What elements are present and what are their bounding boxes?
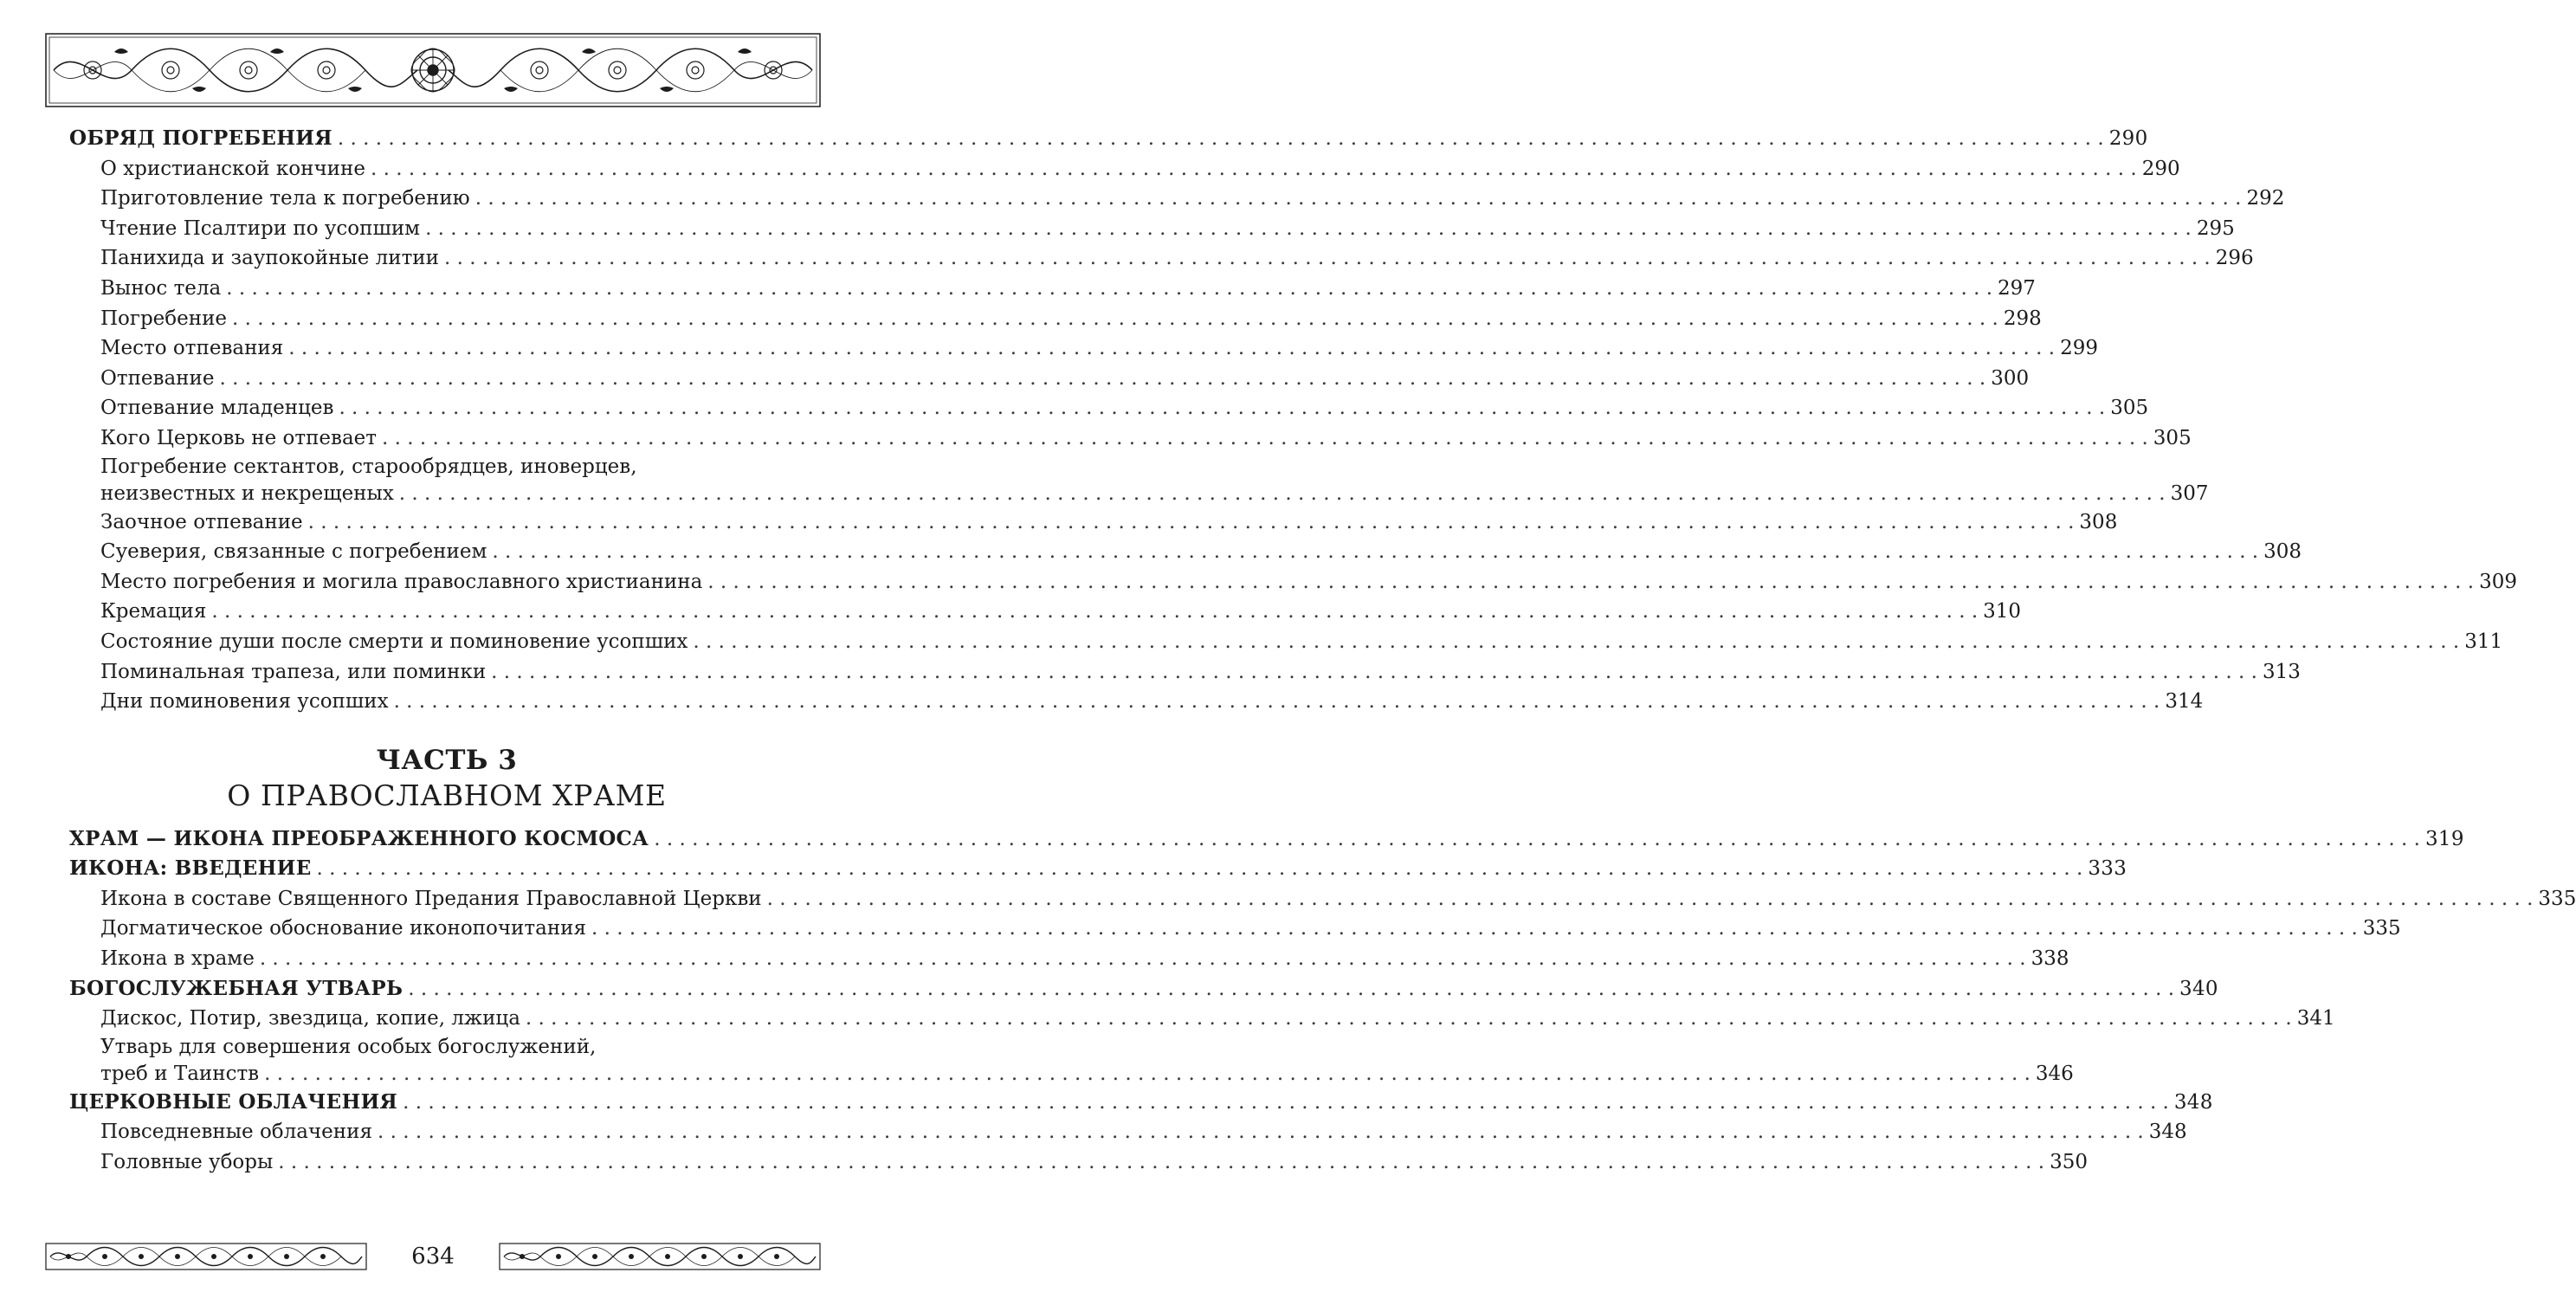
toc-item[interactable] (69, 423, 2192, 454)
toc-label: ЦЕРКОВНЫЕ ОБЛАЧЕНИЯ (69, 1089, 398, 1114)
toc-page: 296 (2215, 247, 2254, 270)
toc-item[interactable] (69, 184, 2285, 214)
toc-item-continuation (100, 1060, 2074, 1088)
toc-item[interactable] (69, 657, 2301, 688)
toc-label: Догматическое обоснование иконопочитания (100, 917, 586, 940)
page-footer (45, 1234, 821, 1279)
toc-label: ОБРЯД ПОГРЕБЕНИЯ (69, 126, 332, 150)
dot-leader (338, 124, 2104, 154)
toc-label: Отпевание младенцев (100, 397, 334, 420)
dot-leader (378, 1117, 2144, 1147)
dot-leader (475, 184, 2242, 214)
dot-leader (278, 1147, 2044, 1178)
dot-leader (308, 507, 2075, 538)
toc-page: 346 (2035, 1062, 2074, 1085)
toc-page: 338 (2030, 947, 2069, 971)
toc-label: О христианской кончине (100, 157, 365, 180)
dot-leader (403, 1088, 2169, 1118)
toc-page: 313 (2262, 660, 2301, 683)
toc-page: 299 (2060, 337, 2098, 360)
toc-page: 333 (2088, 857, 2127, 881)
toc-label: Кого Церковь не отпевает (100, 426, 378, 449)
dot-leader (591, 914, 2358, 944)
dot-leader (232, 304, 1998, 334)
toc-label: Дискос, Потир, звездица, копие, лжица (100, 1007, 520, 1030)
toc-chapter-icon[interactable] (69, 854, 2127, 884)
toc-page: 308 (2263, 540, 2302, 564)
dot-leader (317, 854, 2083, 884)
toc-label: БОГОСЛУЖЕБНАЯ УТВАРЬ (69, 976, 404, 1000)
toc-label: Место отпевания (100, 337, 284, 360)
toc-label: ХРАМ — ИКОНА ПРЕОБРАЖЕННОГО КОСМОСА (69, 826, 649, 850)
toc-item[interactable] (69, 687, 2204, 717)
toc-page: 341 (2296, 1007, 2335, 1030)
toc-item[interactable] (69, 1147, 2088, 1178)
dot-leader (211, 597, 1978, 627)
toc-page: 335 (2362, 917, 2401, 940)
dot-leader (693, 627, 2459, 657)
toc-page: 290 (2141, 157, 2180, 180)
toc-item-multiline[interactable] (69, 1034, 2074, 1088)
dot-leader (444, 243, 2211, 274)
toc-label: Отпевание (100, 366, 215, 390)
toc-item[interactable] (69, 333, 2098, 364)
toc-page: 309 (2479, 570, 2517, 593)
toc-page: 348 (2148, 1121, 2187, 1144)
toc-page: 300 (1991, 366, 2030, 390)
toc-label: Икона в составе Священного Предания Православной Церкви (100, 887, 762, 910)
toc-label: ИКОНА: ВВЕДЕНИЕ (69, 856, 312, 881)
footer-ornament-right (499, 1243, 821, 1270)
toc-page: 340 (2179, 977, 2218, 1000)
toc-page: 310 (1983, 600, 2022, 623)
dot-leader (425, 214, 2192, 244)
toc-page: 319 (2424, 827, 2464, 850)
toc-item[interactable] (69, 507, 2118, 538)
dot-leader (408, 974, 2174, 1005)
dot-leader (654, 824, 2420, 855)
toc-item[interactable] (69, 304, 2042, 334)
toc-item[interactable] (69, 364, 2030, 394)
toc-page: 297 (1998, 276, 2036, 300)
toc-item[interactable] (69, 627, 2503, 657)
toc-chapter-vestments[interactable] (69, 1088, 2213, 1118)
part-title: О ПРАВОСЛАВНОМ ХРАМЕ (227, 778, 667, 812)
toc-label: Кремация (100, 600, 207, 623)
toc-item-multiline[interactable] (69, 454, 2209, 507)
toc-page: 307 (2170, 481, 2209, 505)
toc-chapter-utensils[interactable] (69, 974, 2218, 1005)
toc-page: 308 (2079, 510, 2118, 533)
toc-label: Суеверия, связанные с погребением (100, 540, 487, 564)
toc-page: 348 (2173, 1090, 2213, 1114)
toc-page: 311 (2464, 630, 2503, 653)
toc-label: Заочное отпевание (100, 510, 303, 533)
toc-label: Дни поминовения усопших (100, 690, 389, 714)
dot-leader (767, 884, 2534, 914)
toc-item[interactable] (69, 884, 2576, 914)
dot-leader (382, 423, 2148, 454)
toc-label-line2: треб и Таинств (100, 1062, 260, 1085)
toc-label: Поминальная трапеза, или поминки (100, 660, 487, 683)
toc-label: Панихида и заупокойные литии (100, 247, 439, 270)
toc-page: 290 (2108, 127, 2148, 150)
toc-label: Головные уборы (100, 1151, 274, 1174)
toc-label: Икона в храме (100, 947, 255, 971)
toc-page: 335 (2538, 887, 2576, 910)
dot-leader (492, 537, 2258, 567)
toc-label-line1: Погребение сектантов, старообрядцев, иноверцев, (100, 455, 637, 478)
toc-chapter-burial[interactable] (69, 124, 2148, 154)
toc-item[interactable] (69, 1004, 2335, 1034)
header-floral-ornament (45, 33, 821, 107)
toc-item[interactable] (69, 567, 2517, 598)
toc-label-line1: Утварь для совершения особых богослужений, (100, 1035, 597, 1058)
page-number: 634 (411, 1244, 455, 1269)
toc-page: 298 (2003, 307, 2042, 330)
dot-leader (394, 687, 2160, 717)
dot-leader (707, 567, 2474, 598)
dot-leader (219, 364, 1985, 394)
toc-label: Место погребения и могила православного христианина (100, 570, 703, 593)
toc-item-continuation (100, 480, 2209, 507)
dot-leader (226, 274, 1992, 304)
toc-item[interactable] (69, 1117, 2187, 1147)
toc-item[interactable] (69, 597, 2022, 627)
toc-page: 292 (2246, 187, 2285, 210)
toc-page: 314 (2165, 690, 2204, 714)
toc-item[interactable] (69, 944, 2069, 974)
toc-item[interactable] (69, 243, 2254, 274)
toc-page: 305 (2110, 397, 2149, 420)
toc-label-line2: неизвестных и некрещеных (100, 481, 394, 505)
toc-item[interactable] (69, 274, 2036, 304)
toc-label: Чтение Псалтири по усопшим (100, 216, 421, 240)
toc-label: Погребение (100, 307, 228, 330)
dot-leader (339, 393, 2105, 423)
toc-label: Вынос тела (100, 276, 222, 300)
toc-page: 350 (2050, 1151, 2088, 1174)
part-heading (69, 743, 824, 814)
dot-leader (399, 480, 2166, 507)
toc-chapter-temple[interactable] (69, 824, 2464, 855)
part-number: ЧАСТЬ 3 (376, 744, 518, 776)
table-of-contents (69, 124, 2576, 1178)
dot-leader (260, 944, 2026, 974)
dot-leader (264, 1060, 2030, 1088)
toc-item[interactable] (69, 537, 2302, 567)
dot-leader (288, 333, 2055, 364)
toc-page: 305 (2153, 426, 2192, 449)
toc-item[interactable] (69, 214, 2235, 244)
toc-item[interactable] (69, 154, 2180, 184)
dot-leader (526, 1004, 2292, 1034)
dot-leader (491, 657, 2257, 688)
toc-item[interactable] (69, 914, 2401, 944)
toc-label: Повседневные облачения (100, 1121, 372, 1144)
toc-item[interactable] (69, 393, 2149, 423)
dot-leader (371, 154, 2137, 184)
toc-label: Приготовление тела к погребению (100, 187, 470, 210)
toc-label: Состояние души после смерти и поминовение усопших (100, 630, 688, 653)
toc-page: 295 (2196, 216, 2235, 240)
